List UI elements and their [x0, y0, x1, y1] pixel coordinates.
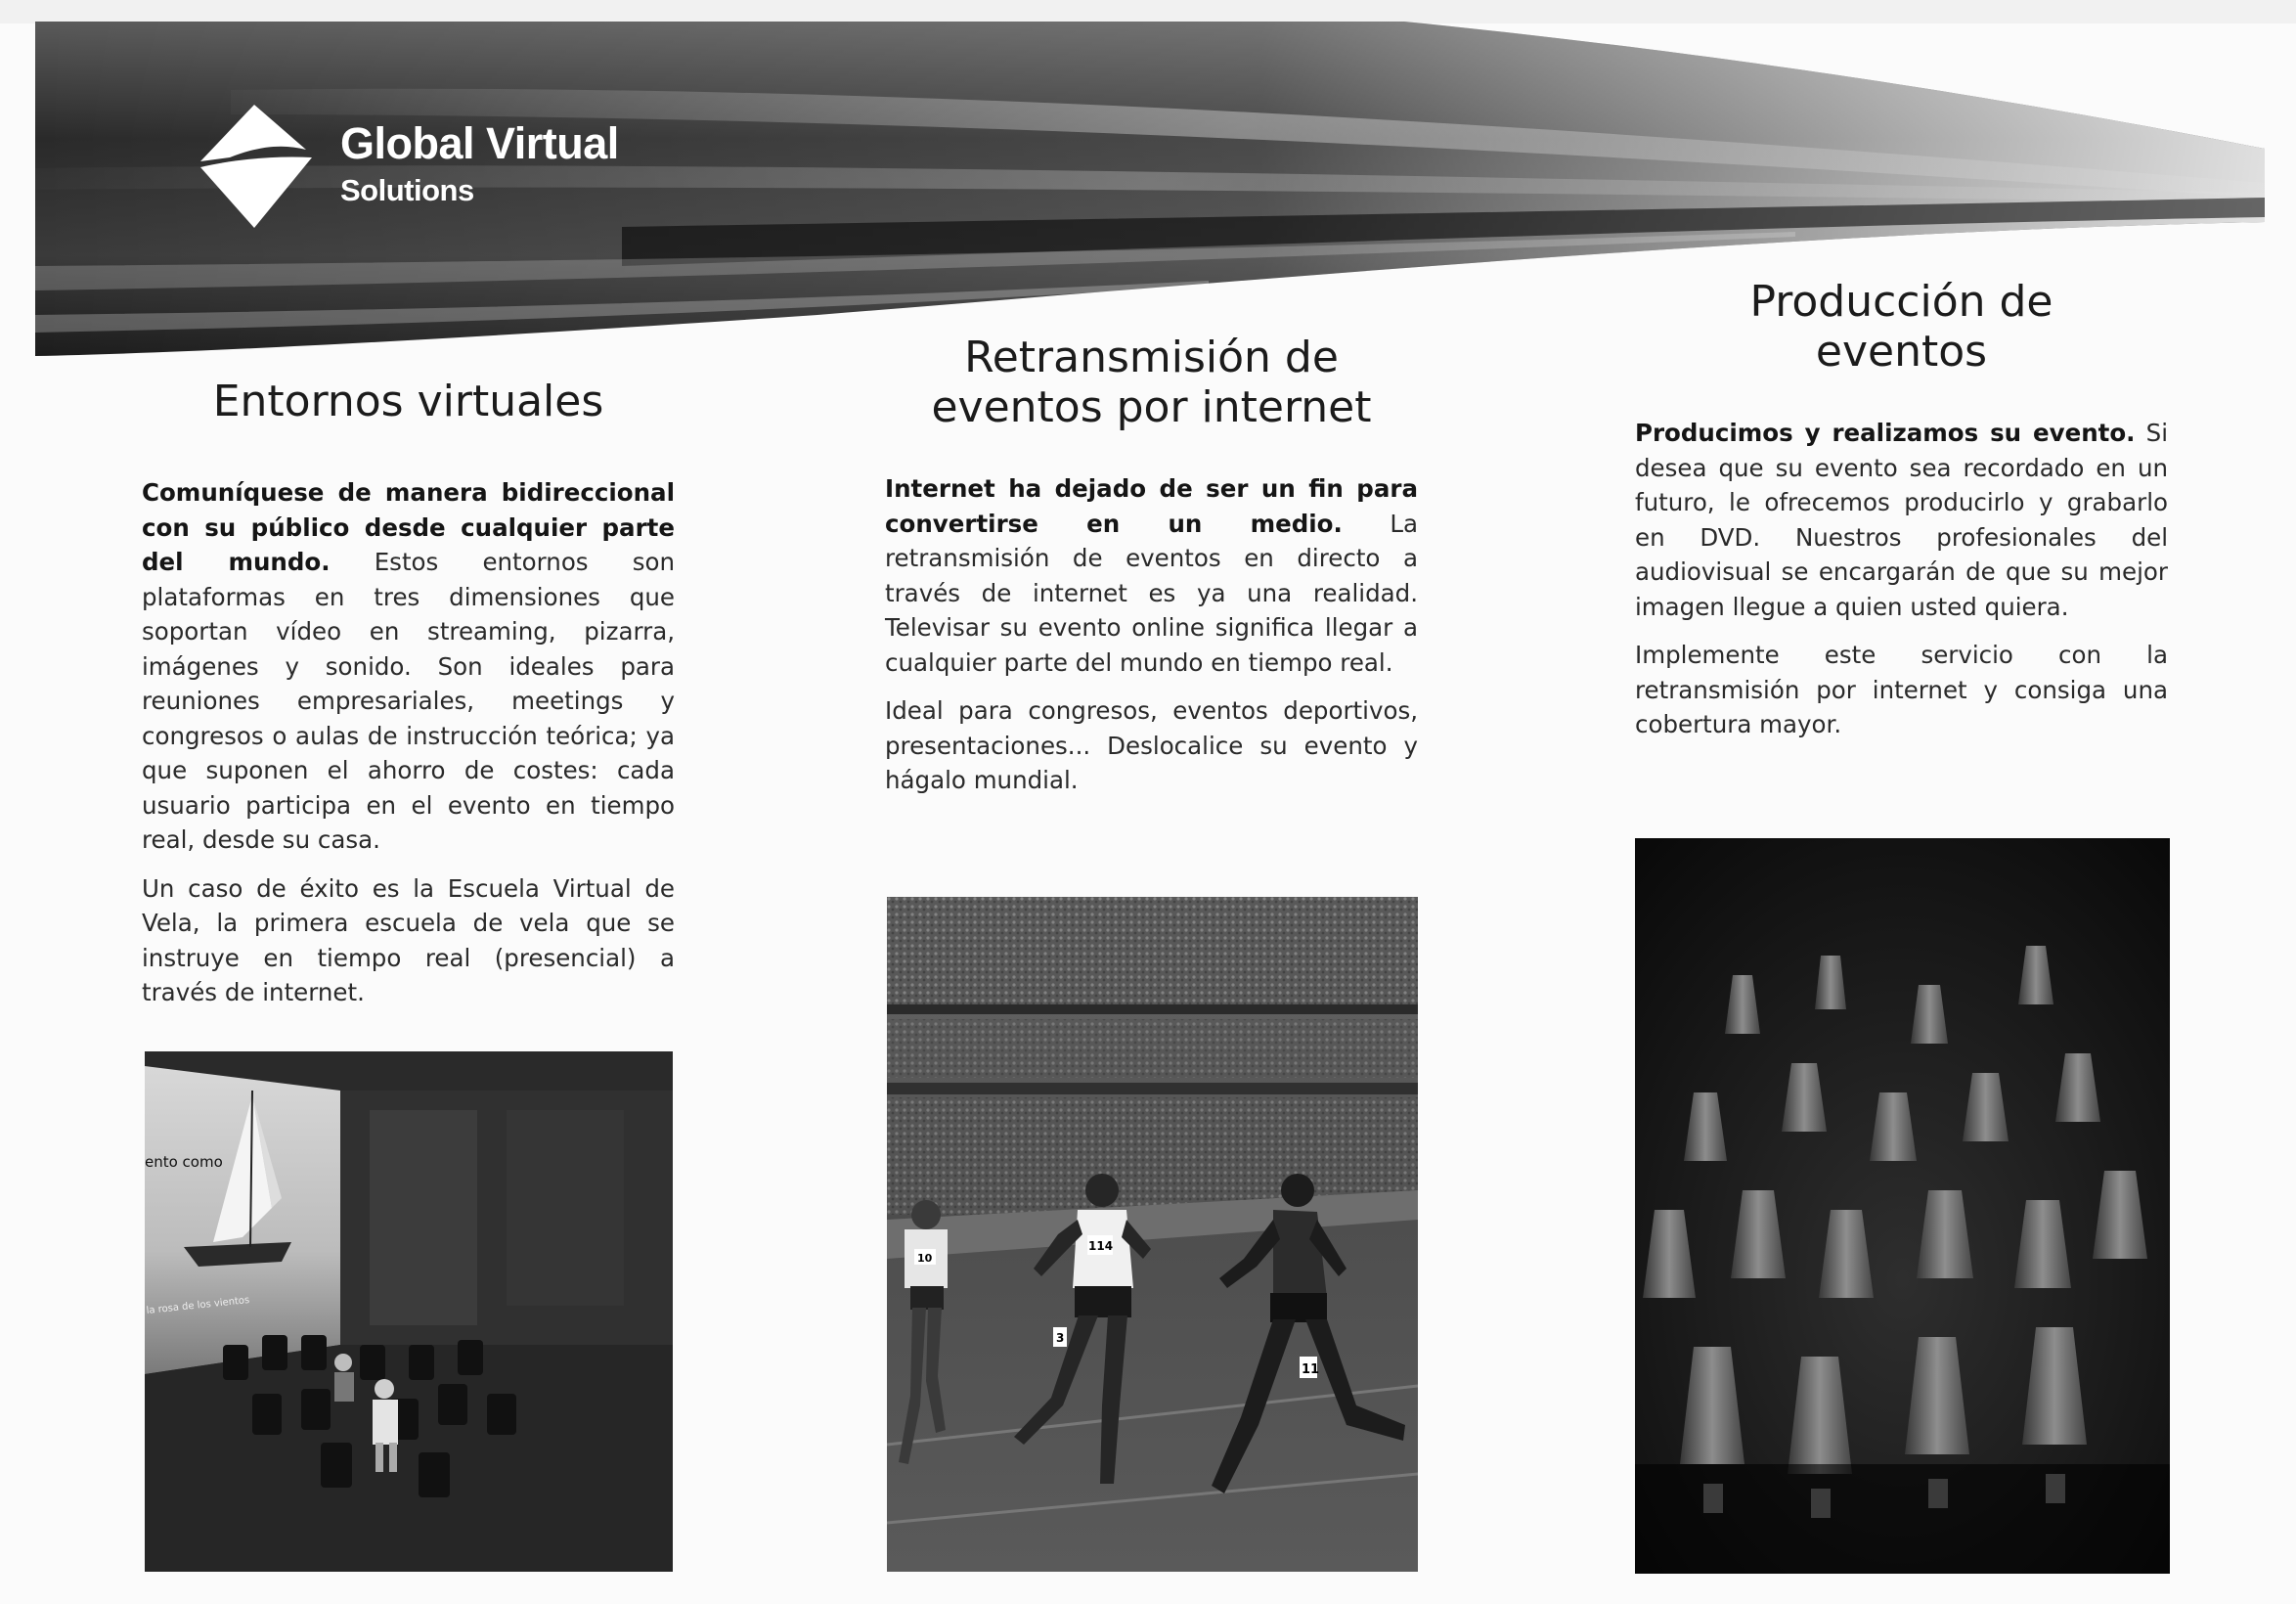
column-retransmision — [885, 333, 1418, 798]
page-top-edge — [0, 0, 2296, 23]
intro-rest: Estos entornos son plataformas en tres dimensiones que soportan vídeo en streaming, pizarra, imágenes y sonido. Son ideales para reuniones empresariales, meetings y congresos o aulas de instrucción teórica; ya que suponen el ahorro de costes: cada usuario participa en el evento en tiempo real, desde su casa. — [142, 548, 676, 854]
screen-caption-bottom: la rosa de los vientos — [146, 1294, 250, 1316]
logo-diamond-icon — [191, 103, 318, 230]
column-title: Producción de eventos — [1749, 277, 2053, 377]
bib-front-number: 11 — [1302, 1362, 1320, 1377]
intro-rest: La retransmisión de eventos en directo a través de internet es ya una realidad. Televisar su evento online significa llegar a cualquier parte del mundo en tiempo real. — [885, 509, 1418, 677]
intro-paragraph — [142, 475, 675, 858]
photo-runners-stadium — [887, 897, 1418, 1572]
column-title: Retransmisión de eventos por internet — [931, 333, 1372, 432]
screen-caption-top: ento como — [145, 1153, 223, 1171]
photo-mixing-console — [1635, 838, 2170, 1574]
column-body — [142, 475, 675, 1010]
intro-paragraph — [1635, 416, 2168, 624]
intro-bold: Comuníquese de manera bidireccional con su público desde cualquier parte del mundo. — [142, 478, 675, 576]
bib-hip-middle-number: 3 — [1056, 1331, 1065, 1345]
brand-name-line2: Solutions — [340, 173, 474, 207]
intro-paragraph — [885, 471, 1418, 680]
second-paragraph: Ideal para congresos, eventos deportivos, presentaciones... Deslocalice su evento y hágalo mundial. — [885, 696, 1418, 794]
second-paragraph: Implemente este servicio con la retransmisión por internet y consiga una cobertura mayor. — [1635, 641, 2168, 738]
intro-rest: Si desea que su evento sea recordado en un futuro, le ofrecemos producirlo y grabarlo en DVD. Nuestros profesionales del audiovisual se encargarán de que su mejor imagen llegue a quien usted quiera. — [1635, 419, 2168, 621]
intro-bold: Producimos y realizamos su evento. — [1635, 419, 2136, 447]
column-body — [1635, 416, 2168, 742]
brand-logo — [191, 103, 650, 235]
brand-name-line1: Global Virtual — [340, 118, 619, 168]
column-produccion — [1635, 277, 2168, 742]
column-entornos-virtuales — [142, 377, 675, 1010]
second-paragraph: Un caso de éxito es la Escuela Virtual de Vela, la primera escuela de vela que se instruye en tiempo real (presencial) a través de internet. — [142, 873, 675, 1006]
bib-far-left-number: 10 — [917, 1252, 933, 1265]
column-body — [885, 471, 1418, 798]
intro-bold: Internet ha dejado de ser un fin para convertirse en un medio. — [885, 474, 1418, 538]
bib-middle-number: 114 — [1088, 1239, 1114, 1253]
photo-virtual-classroom — [145, 1051, 673, 1572]
column-title: Entornos virtuales — [212, 377, 604, 426]
